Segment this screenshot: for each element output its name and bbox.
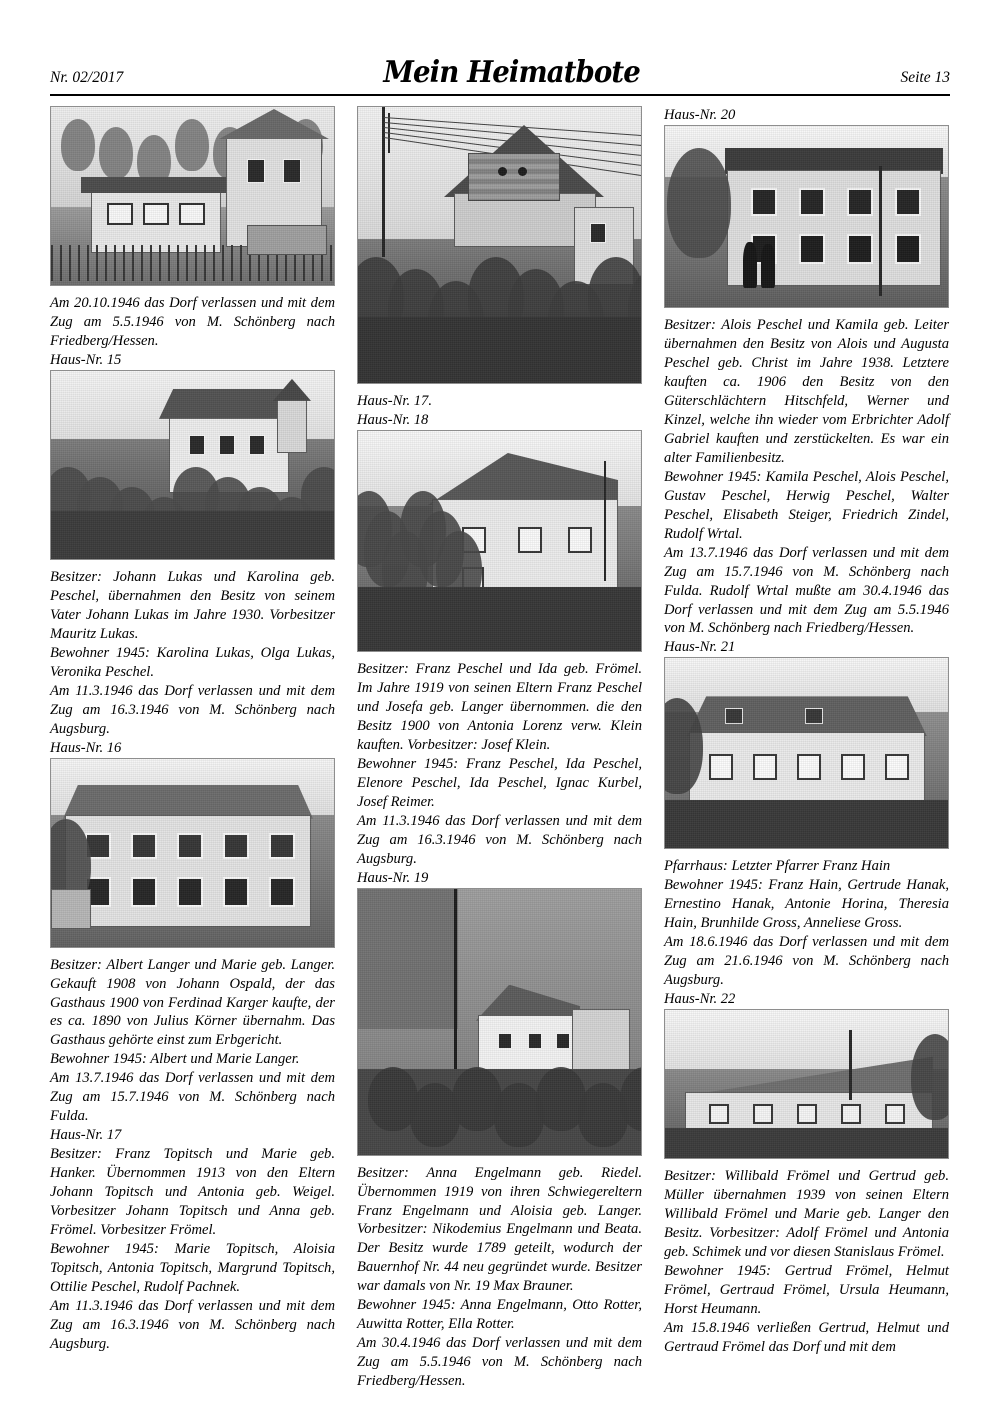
- heading-haus-nr-17-b: Haus-Nr. 17.: [357, 393, 433, 409]
- issue-number: Nr. 02/2017: [50, 69, 124, 86]
- residents-house-16: Bewohner 1945: Albert und Marie Langer.: [50, 1051, 300, 1068]
- departure-house-18: Am 11.3.1946 das Dorf verlassen und mit dem Zug am 16.3.1946 von M. Schönberg nach Augsburg.: [357, 812, 642, 867]
- departure-house-16: Am 13.7.1946 das Dorf verlassen und mit dem Zug am 15.7.1946 von M. Schönberg nach Fulda.: [50, 1070, 335, 1125]
- residents-house-15: Bewohner 1945: Karolina Lukas, Olga Lukas, Veronika Peschel.: [50, 644, 335, 680]
- masthead: [50, 40, 950, 96]
- photo-house-18: [357, 430, 642, 652]
- caption-house-17: Besitzer: Franz Topitsch und Marie geb. Hanker. Übernommen 1913 von den Eltern Johann Topitsch und Antonia geb. Weigel. Vorbesitzer Johann Topitsch und Anna geb. Frömel. Vorbesitzer Frömel.: [50, 1146, 335, 1239]
- photo-house-20: [664, 125, 949, 308]
- caption-house-19: Besitzer: Anna Engelmann geb. Riedel. Übernommen 1919 von ihren Schwiegereltern Franz Engelmann und Aloisia geb. Langer. Vorbesitzer: Nikodemius Engelmann und Beata. Der Besitz wurde 1789 geteilt, wodurch der Bauernhof Nr. 44 neu gegründet wurde. Besitzer war damals von Nr. 19 Max Brauner.: [357, 1164, 642, 1295]
- photo-house-21: [664, 657, 949, 849]
- column-2: [357, 106, 642, 1391]
- heading-haus-nr-19: Haus-Nr. 19: [357, 869, 429, 886]
- photo-house-19: [357, 888, 642, 1156]
- caption-house-20: Besitzer: Alois Peschel und Kamila geb. Leiter übernahmen den Besitz von Alois und Augusta Peschel geb. Christ im Jahre 1938. Letztere kauften ca. 1906 den Besitz von den Güterschlächtern Hitschfeld, Werner und Kinzel, welche ihn wieder vom Erbrichter Adolf Gabriel kauften und zerstückelten. Es war ein alter Familienbesitz.: [664, 316, 949, 466]
- caption-house-21: Pfarrhaus: Letzter Pfarrer Franz Hain: [664, 858, 891, 875]
- photo-house-17: [357, 106, 642, 384]
- residents-house-19: Bewohner 1945: Anna Engelmann, Otto Rotter, Auwitta Rotter, Ella Rotter.: [357, 1297, 642, 1333]
- photo-house-16: [50, 758, 335, 948]
- publication-title: Mein Heimatbote: [383, 55, 641, 90]
- heading-haus-nr-17: Haus-Nr. 17: [50, 1127, 122, 1144]
- page-number: Seite 13: [900, 69, 950, 86]
- caption-house-14: Am 20.10.1946 das Dorf verlassen und mit dem Zug am 5.5.1946 von M. Schönberg nach Friedberg/Hessen.: [50, 295, 335, 349]
- heading-haus-nr-21: Haus-Nr. 21: [664, 639, 736, 656]
- heading-haus-nr-20: Haus-Nr. 20: [664, 107, 736, 123]
- caption-house-15: Besitzer: Johann Lukas und Karolina geb. Peschel, übernahmen den Besitz von seinem Vater Johann Lukas im Jahre 1930. Vorbesitzer Mauritz Lukas.: [50, 568, 335, 642]
- photo-house-14: [50, 106, 335, 286]
- residents-house-18: Bewohner 1945: Franz Peschel, Ida Peschel, Elenore Peschel, Ida Peschel, Ignac Kurbel, Josef Reimer.: [357, 755, 642, 810]
- caption-house-16: Besitzer: Albert Langer und Marie geb. Langer. Gekauft 1908 von Johann Ospald, der das Gasthaus 1900 von Ferdinad Karger kaufte, der es ca. 1890 von Julius Körner übernahm. Das Gasthaus gehörte einst zum Erbgericht.: [50, 956, 335, 1049]
- column-3: [664, 106, 949, 1391]
- heading-haus-nr-15: Haus-Nr. 15: [50, 351, 122, 368]
- departure-house-19: Am 30.4.1946 das Dorf verlassen und mit dem Zug am 5.5.1946 von M. Schönberg nach Friedberg/Hessen.: [357, 1335, 642, 1390]
- caption-house-18: Besitzer: Franz Peschel und Ida geb. Frömel. Im Jahre 1919 von seinen Eltern Franz Peschel und Josefa geb. Langer übernommen. die den Besitz 1900 von Antonia Lorenz verw. Klein kauften. Vorbesitzer: Josef Klein.: [357, 660, 642, 753]
- departure-house-22: Am 15.8.1946 verließen Gertrud, Helmut und Gertraud Frömel das Dorf und mit dem: [664, 1319, 949, 1355]
- departure-house-15: Am 11.3.1946 das Dorf verlassen und mit dem Zug am 16.3.1946 von M. Schönberg nach Augsburg.: [50, 682, 335, 737]
- departure-house-20: Am 13.7.1946 das Dorf verlassen und mit dem Zug am 15.7.1946 von M. Schönberg nach Fulda. Rudolf Wrtal mußte am 30.4.1946 das Dorf verlassen und mit dem Zug am 5.5.1946 von M. Schönberg nach Friedberg/Hessen.: [664, 544, 949, 637]
- departure-house-21: Am 18.6.1946 das Dorf verlassen und mit dem Zug am 21.6.1946 von M. Schönberg nach Augsburg.: [664, 934, 949, 989]
- heading-haus-nr-18: Haus-Nr. 18: [357, 411, 429, 428]
- photo-house-15: [50, 370, 335, 560]
- residents-house-21: Bewohner 1945: Franz Hain, Gertrude Hanak, Ernestino Hanak, Antonie Horina, Theresia Hain, Brunhilde Gross, Anneliese Gross.: [664, 877, 949, 932]
- departure-house-17: Am 11.3.1946 das Dorf verlassen und mit dem Zug am 16.3.1946 von M. Schönberg nach Augsburg.: [50, 1298, 335, 1352]
- heading-haus-nr-22: Haus-Nr. 22: [664, 991, 736, 1008]
- column-1: [50, 106, 335, 1391]
- photo-house-22: [664, 1009, 949, 1159]
- caption-house-22: Besitzer: Willibald Frömel und Gertrud geb. Müller übernahmen 1939 von seinen Eltern Willibald Frömel und Marie geb. Langer den Besitz. Vorbesitzer: Adolf Frömel und Antonia geb. Schimek und vor diesen Stanislaus Frömel.: [664, 1168, 949, 1261]
- residents-house-17: Bewohner 1945: Marie Topitsch, Aloisia Topitsch, Antonia Topitsch, Margrund Topitsch, Ottilie Peschel, Rudolf Pachnek.: [50, 1241, 335, 1296]
- article-columns: [50, 106, 950, 1391]
- residents-house-22: Bewohner 1945: Gertrud Frömel, Helmut Frömel, Gertraud Frömel, Ursula Heumann, Horst Heumann.: [664, 1263, 949, 1317]
- heading-haus-nr-16: Haus-Nr. 16: [50, 739, 122, 756]
- residents-house-20: Bewohner 1945: Kamila Peschel, Alois Peschel, Gustav Peschel, Herwig Peschel, Walter Peschel, Elisabeth Steiger, Friedrich Zindel, Rudolf Wrtal.: [664, 468, 949, 542]
